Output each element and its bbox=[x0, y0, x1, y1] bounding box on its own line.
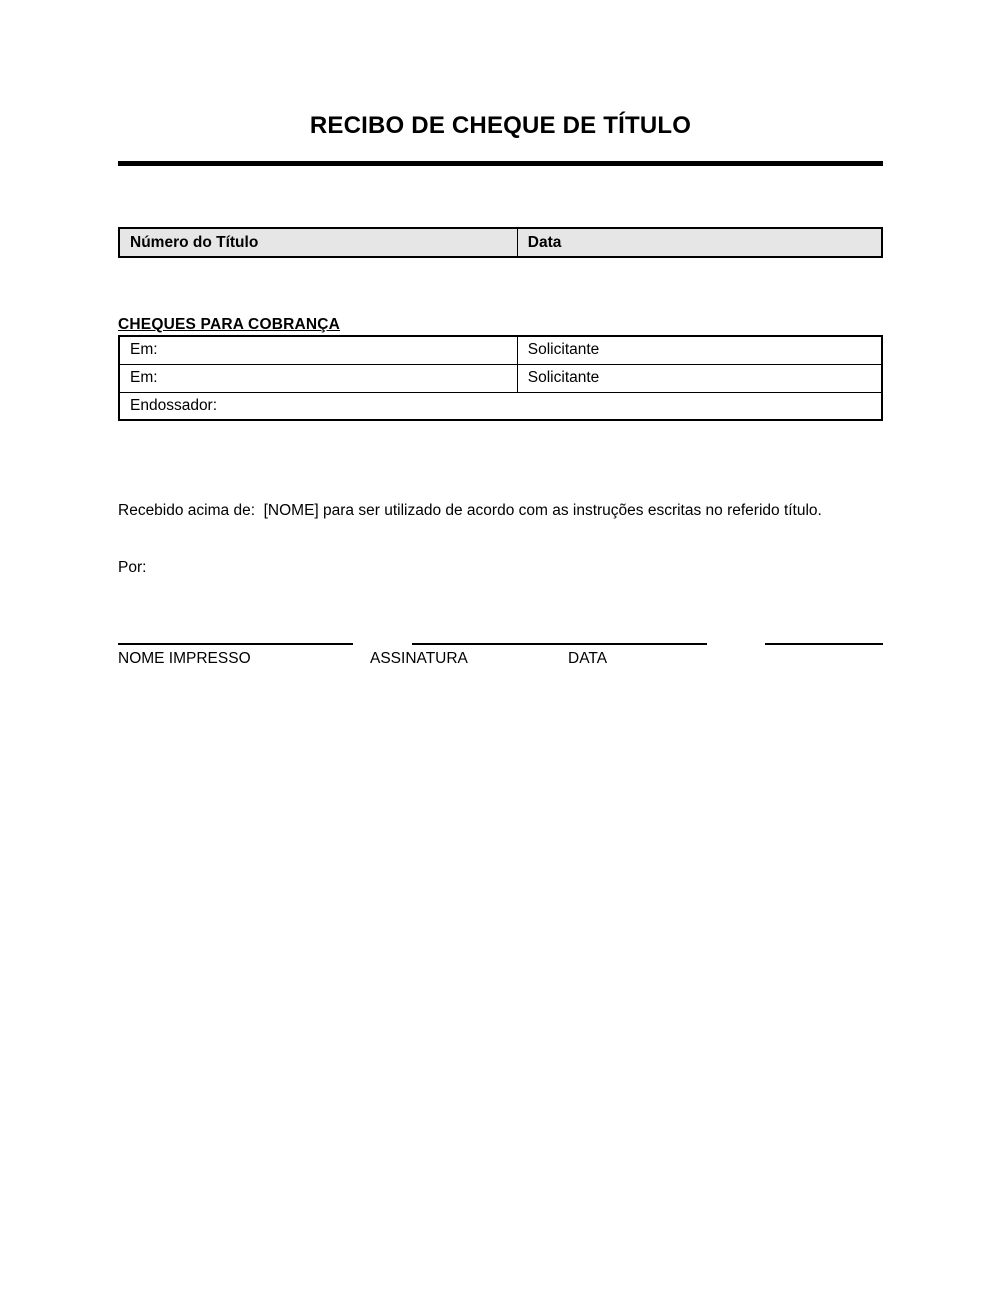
signature-line-data bbox=[765, 643, 883, 645]
cell-em-1: Em: bbox=[119, 336, 517, 364]
cell-em-2: Em: bbox=[119, 364, 517, 392]
por-label: Por: bbox=[118, 559, 147, 576]
header-cell-data: Data bbox=[517, 228, 882, 257]
cell-solicitante-1: Solicitante bbox=[517, 336, 882, 364]
signature-labels bbox=[118, 650, 883, 668]
body-paragraph: Recebido acima de: [NOME] para ser utilizado de acordo com as instruções escritas no referido título. bbox=[118, 502, 822, 519]
page-title: RECIBO DE CHEQUE DE TÍTULO bbox=[309, 112, 692, 139]
cell-solicitante-2: Solicitante bbox=[517, 364, 882, 392]
header-table-row bbox=[119, 228, 882, 257]
section-heading-cheques-para-cobranca: CHEQUES PARA COBRANÇA bbox=[118, 316, 341, 333]
title-rule bbox=[118, 161, 883, 166]
signature-label-assinatura: ASSINATURA bbox=[370, 650, 468, 667]
signature-line-nome-impresso bbox=[118, 643, 353, 645]
header-cell-numero-do-titulo: Número do Título bbox=[119, 228, 517, 257]
cell-endossador: Endossador: bbox=[119, 392, 882, 420]
signature-line-assinatura bbox=[412, 643, 707, 645]
signature-label-nome-impresso: NOME IMPRESSO bbox=[118, 650, 251, 667]
header-table bbox=[118, 227, 883, 258]
signature-label-data: DATA bbox=[568, 650, 608, 667]
signature-lines bbox=[118, 643, 883, 645]
document-content bbox=[118, 0, 883, 668]
table-row bbox=[119, 364, 882, 392]
table-row bbox=[119, 336, 882, 364]
table-row bbox=[119, 392, 882, 420]
cheques-table bbox=[118, 335, 883, 421]
